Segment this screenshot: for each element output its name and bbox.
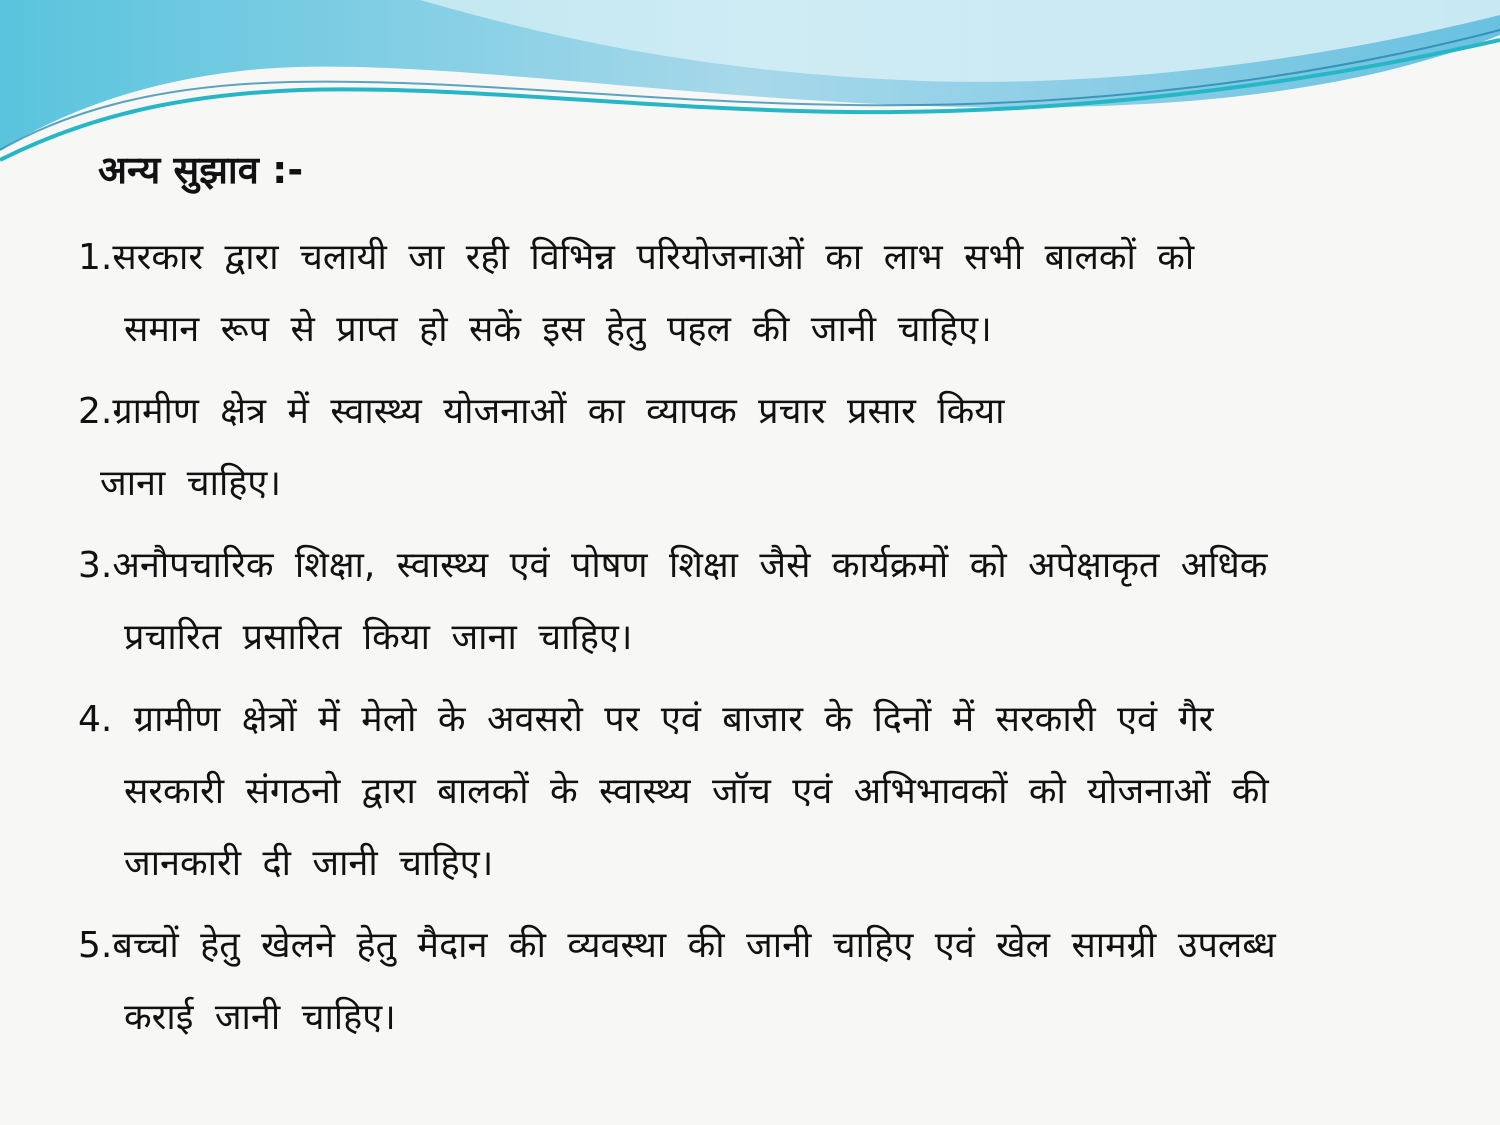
suggestion-item-1: [78, 222, 1438, 366]
suggestion-1-line-2: समान रूप से प्राप्त हो सकें इस हेतु पहल की जानी चाहिए।: [124, 309, 992, 350]
suggestion-1-line-1: 1.सरकार द्वारा चलायी जा रही विभिन्न परियोजनाओं का लाभ सभी बालकों को: [78, 237, 1195, 278]
suggestion-item-2: [78, 376, 1438, 520]
suggestion-3-line-1: 3.अनौपचारिक शिक्षा, स्वास्थ्य एवं पोषण शिक्षा जैसे कार्यक्रमों को अपेक्षाकृत अधिक: [78, 545, 1268, 586]
suggestion-2-line-2: जाना चाहिए।: [100, 463, 281, 504]
suggestion-5-line-1: 5.बच्चों हेतु खेलने हेतु मैदान की व्यवस्था की जानी चाहिए एवं खेल सामग्री उपलब्ध: [78, 925, 1276, 966]
suggestion-3-line-2: प्रचारित प्रसारित किया जाना चाहिए।: [124, 617, 633, 658]
suggestion-4-line-1: 4. ग्रामीण क्षेत्रों में मेलो के अवसरो पर एवं बाजार के दिनों में सरकारी एवं गैर: [78, 699, 1214, 740]
suggestion-4-line-3: जानकारी दी जानी चाहिए।: [124, 843, 494, 884]
slide-title: अन्य सुझाव :-: [98, 148, 304, 192]
suggestion-item-4: [78, 684, 1438, 900]
suggestion-item-3: [78, 530, 1438, 674]
suggestion-5-line-2: कराई जानी चाहिए।: [124, 997, 396, 1038]
suggestion-4-line-2: सरकारी संगठनो द्वारा बालकों के स्वास्थ्य जॉच एवं अभिभावकों को योजनाओं की: [124, 771, 1269, 812]
suggestions-list: [78, 222, 1438, 1064]
suggestion-item-5: [78, 910, 1438, 1054]
suggestion-2-line-1: 2.ग्रामीण क्षेत्र में स्वास्थ्य योजनाओं का व्यापक प्रचार प्रसार किया: [78, 391, 1005, 432]
